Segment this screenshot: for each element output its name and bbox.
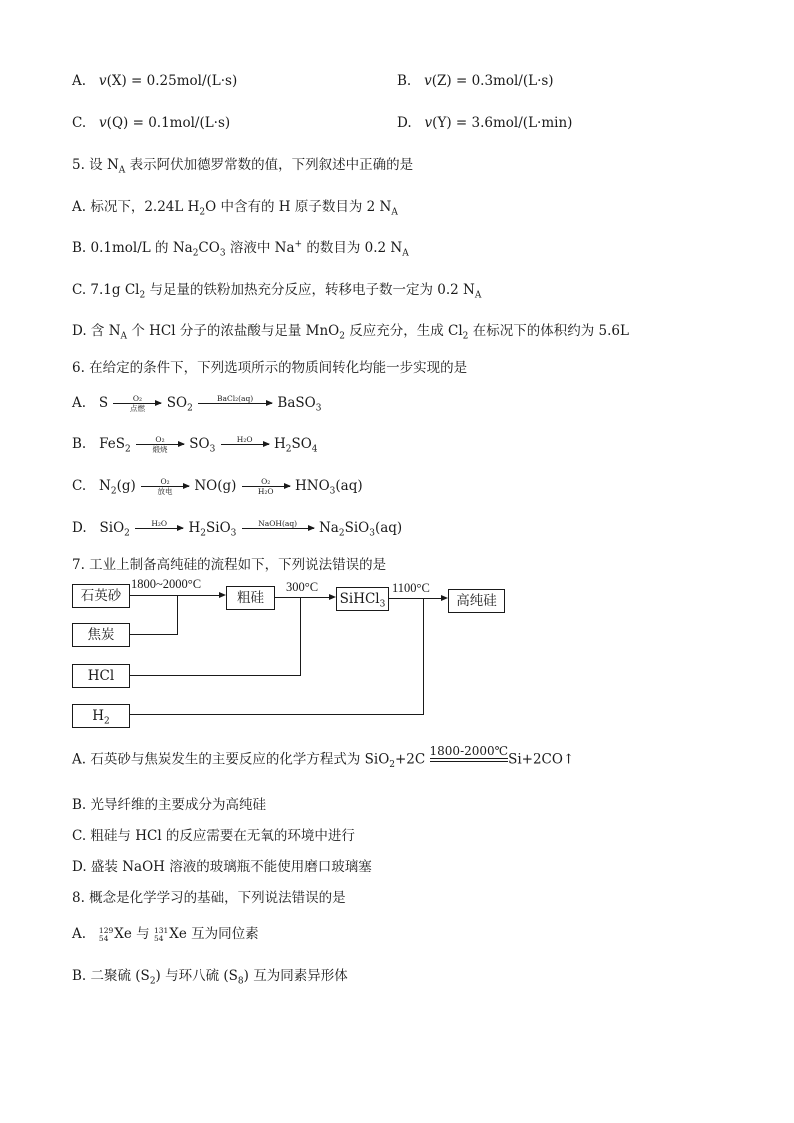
option-letter: D. <box>72 520 87 536</box>
option-letter: B. <box>72 436 87 452</box>
flow-line <box>129 634 178 635</box>
rate-value: = 0.3mol/(L·s) <box>451 73 554 89</box>
text: H <box>92 708 105 724</box>
text: 的数目为 0.2 N <box>302 240 403 256</box>
text: 个 HCl 分子的浓盐酸与足量 MnO <box>127 323 340 339</box>
temp-label-3: 1100°C <box>392 581 430 595</box>
text: 5. 设 N <box>72 157 119 173</box>
text: 8. 概念是化学学习的基础，下列说法错误的是 <box>72 890 346 906</box>
subscript: 2 <box>338 528 345 539</box>
text: C. 7.1g Cl <box>72 282 140 298</box>
text: 与足量的铁粉加热充分反应，转移电子数一定为 0.2 N <box>145 282 475 298</box>
q6-option-b <box>72 434 318 458</box>
subscript: A <box>474 290 482 301</box>
box-quartz-sand: 石英砂 <box>72 584 130 608</box>
arrow-condition: O₂ <box>155 435 165 444</box>
box-hcl: HCl <box>72 664 130 688</box>
subscript: 3 <box>379 599 386 610</box>
species: SiO <box>206 520 231 536</box>
subscript: 3 <box>209 444 216 455</box>
q6-option-d <box>72 518 402 542</box>
option-letter: C. <box>72 115 87 131</box>
rate-symbol: v <box>424 73 432 89</box>
q4-option-c: C. v(Q) = 0.1mol/(L·s) <box>72 115 231 131</box>
subscript: 2 <box>124 528 130 539</box>
option-letter: A. <box>72 395 87 411</box>
subscript: A <box>402 248 409 259</box>
q8-stem <box>72 888 346 908</box>
mass-number: 129 <box>98 925 114 935</box>
text: B. 光导纤维的主要成分为高纯硅 <box>72 797 267 813</box>
arrow-condition: H₂O <box>151 519 168 528</box>
flow-line <box>300 598 301 676</box>
reaction-arrow <box>242 477 290 496</box>
species: SO <box>166 395 188 411</box>
subscript: 2 <box>139 290 146 301</box>
q7-option-a <box>72 745 574 771</box>
box-coke: 焦炭 <box>72 623 130 647</box>
rate-symbol: v <box>99 115 107 131</box>
text: D. 含 N <box>72 323 121 339</box>
text: 表示阿伏加德罗常数的值，下列叙述中正确的是 <box>125 157 414 173</box>
text: B. 0.1mol/L 的 Na <box>72 240 193 256</box>
arrow-condition: O₂ <box>160 477 170 486</box>
subscript: 3 <box>230 528 237 539</box>
q8-option-b <box>72 966 348 986</box>
subscript: 2 <box>199 207 206 218</box>
species: BaSO <box>277 395 316 411</box>
state: (aq) <box>374 520 403 536</box>
subscript: 2 <box>149 976 156 987</box>
atomic-number: 54 <box>153 933 164 943</box>
subscript: A <box>391 207 398 218</box>
text: 7. 工业上制备高纯硅的流程如下，下列说法错误的是 <box>72 557 387 573</box>
text: CO <box>198 240 220 256</box>
flow-line <box>423 599 424 715</box>
q7-option-c <box>72 826 355 846</box>
subscript: 2 <box>110 486 117 497</box>
subscript: 8 <box>237 976 244 987</box>
text: A. 石英砂与焦炭发生的主要反应的化学方程式为 SiO <box>72 751 390 768</box>
species: SO <box>291 436 312 452</box>
flow-line <box>388 598 442 599</box>
reaction-condition <box>430 745 509 775</box>
arrow-condition: 点燃 <box>129 404 145 413</box>
arrow-condition: O₂ <box>261 477 271 486</box>
subscript: 2 <box>104 716 110 727</box>
reaction-arrow <box>221 435 269 454</box>
rate-value: = 0.25mol/(L·s) <box>126 73 238 89</box>
subscript: A <box>120 331 128 342</box>
reaction-arrow <box>135 519 183 538</box>
subscript: A <box>118 165 126 176</box>
state: (g) <box>116 478 136 494</box>
text: +2C <box>395 751 426 768</box>
q6-stem <box>72 358 467 378</box>
temp-label-1: 1800~2000°C <box>131 577 202 591</box>
flow-line <box>274 597 330 598</box>
reaction-arrow <box>242 519 314 538</box>
text: C. 粗硅与 HCl 的反应需要在无氧的环境中进行 <box>72 828 355 844</box>
text: SiHCl <box>339 591 380 607</box>
arrow-condition: NaOH(aq) <box>258 519 298 528</box>
species: SiO <box>344 520 370 536</box>
subscript: 2 <box>200 528 206 539</box>
rate-value: = 3.6mol/(L·min) <box>451 115 573 131</box>
text: 在标况下的体积约为 5.6L <box>468 323 629 339</box>
q7-stem <box>72 555 386 575</box>
element: Xe <box>169 926 187 942</box>
species: SiO <box>99 520 125 536</box>
subscript: 2 <box>389 760 395 771</box>
reaction-arrow <box>136 435 184 454</box>
reaction-arrow <box>141 477 189 496</box>
text: 与 <box>131 926 154 942</box>
subscript: 2 <box>187 403 193 414</box>
text: B. 二聚硫 (S <box>72 968 150 984</box>
text: ) 与环八硫 (S <box>155 968 238 984</box>
flow-line <box>129 675 301 676</box>
box-crude-silicon: 粗硅 <box>226 586 275 610</box>
q5-option-b <box>72 238 409 258</box>
arrow-condition: H₂O <box>236 435 253 444</box>
rate-symbol: v <box>98 73 107 89</box>
arrow-condition: H₂O <box>257 487 274 496</box>
box-sihcl3 <box>336 587 389 611</box>
subscript: 3 <box>369 528 375 539</box>
species: H <box>188 520 201 536</box>
q5-option-a <box>72 197 398 217</box>
flow-line <box>129 595 221 596</box>
subscript: 2 <box>462 331 469 342</box>
species: FeS <box>99 436 125 452</box>
text: Si+2CO↑ <box>508 751 575 768</box>
reaction-arrow <box>113 394 161 413</box>
arrow-condition: 放电 <box>157 487 173 496</box>
species: Z <box>437 73 447 89</box>
species: N <box>99 478 111 494</box>
option-letter: A. <box>72 73 87 89</box>
q4-option-d: D. v(Y) = 3.6mol/(L·min) <box>397 115 573 131</box>
nuclide-notation <box>99 927 113 943</box>
nuclide-notation <box>154 927 168 943</box>
q7-option-b <box>72 795 266 815</box>
option-letter: A. <box>72 926 87 942</box>
species: SO <box>189 436 210 452</box>
option-letter: C. <box>72 478 87 494</box>
reaction-arrow <box>198 394 272 413</box>
text: O 中含有的 H 原子数目为 2 N <box>205 199 392 215</box>
arrowhead-icon <box>329 594 336 600</box>
box-h2 <box>72 704 130 728</box>
species: X <box>111 73 122 89</box>
subscript: 3 <box>219 248 226 259</box>
text: 6. 在给定的条件下，下列选项所示的物质间转化均能一步实现的是 <box>72 360 468 376</box>
text: ) 互为同素异形体 <box>243 968 348 984</box>
subscript: 2 <box>192 248 199 259</box>
species: S <box>98 395 109 411</box>
atomic-number: 54 <box>98 933 109 943</box>
q5-option-c <box>72 280 481 300</box>
superscript: + <box>294 239 303 250</box>
arrowhead-icon <box>219 592 226 598</box>
q5-stem <box>72 155 413 175</box>
text: D. 盛装 NaOH 溶液的玻璃瓶不能使用磨口玻璃塞 <box>72 859 372 875</box>
species: Na <box>318 520 339 536</box>
state: (aq) <box>335 478 363 494</box>
rate-value: = 0.1mol/(L·s) <box>128 115 231 131</box>
subscript: 2 <box>124 444 131 455</box>
q4-option-a: A. v(X) = 0.25mol/(L·s) <box>72 73 238 89</box>
text: 互为同位素 <box>186 926 259 942</box>
q6-option-c <box>72 476 363 500</box>
mass-number: 131 <box>153 925 169 935</box>
arrow-condition: O₂ <box>132 394 143 403</box>
arrow-condition: 煅烧 <box>152 445 168 454</box>
text: 溶液中 Na <box>225 240 295 256</box>
species: NO(g) <box>194 478 237 494</box>
subscript: 3 <box>315 403 322 414</box>
species: Q <box>111 115 124 131</box>
q5-option-d <box>72 321 629 341</box>
arrowhead-icon <box>441 595 448 601</box>
condition-text: 1800-2000℃ <box>429 744 509 758</box>
rate-symbol: v <box>424 115 433 131</box>
subscript: 2 <box>285 444 292 455</box>
option-letter: D. <box>397 115 412 131</box>
q8-option-a <box>72 924 259 948</box>
flow-line <box>177 596 178 635</box>
flow-line <box>129 714 424 715</box>
q7-option-d <box>72 857 372 877</box>
q6-option-a <box>72 393 321 417</box>
q4-option-b: B. v(Z) = 0.3mol/(L·s) <box>397 73 554 89</box>
subscript: 3 <box>329 486 336 497</box>
text: 反应充分，生成 Cl <box>344 323 463 339</box>
species: H <box>273 436 286 452</box>
temp-label-2: 300°C <box>286 580 319 594</box>
subscript: 4 <box>311 444 318 455</box>
arrow-condition: BaCl₂(aq) <box>216 394 254 403</box>
box-pure-silicon: 高纯硅 <box>448 589 505 613</box>
species: Y <box>437 115 447 131</box>
element: Xe <box>114 926 132 942</box>
species: HNO <box>295 478 330 494</box>
text: A. 标况下，2.24L H <box>72 199 200 215</box>
option-letter: B. <box>397 73 412 89</box>
subscript: 2 <box>339 331 345 342</box>
